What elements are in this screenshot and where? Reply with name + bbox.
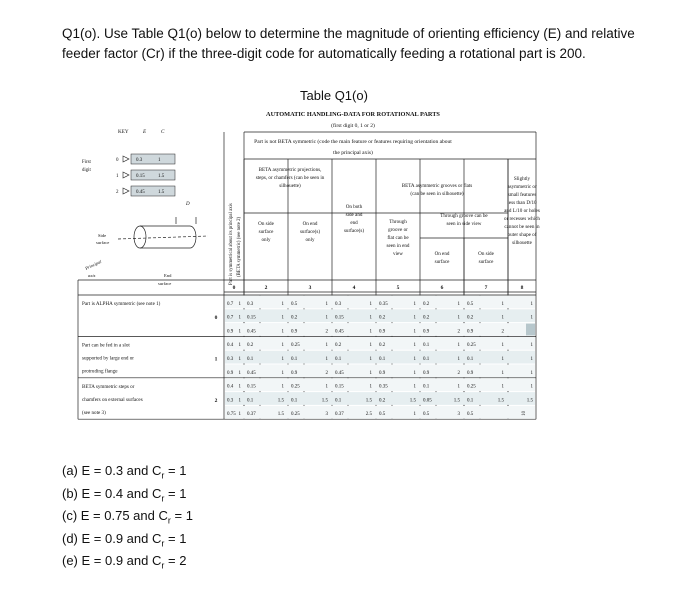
cell-c: 1.5	[365, 398, 372, 404]
cell-e: 0.7	[227, 301, 234, 307]
cell-e: 0.9	[291, 370, 298, 376]
cell-e: 0.1	[467, 357, 474, 362]
cell-e: 0.9	[379, 370, 386, 376]
col-header-8: Slightly asymmetric or small features less than D/10 and L/10 or holes or recesses which cannot be seen in outer shape of silhouette	[504, 176, 540, 246]
sketch-side-label-2: surface	[96, 240, 110, 245]
cell-c: 1	[501, 370, 504, 376]
col-number-0: 0	[232, 285, 236, 291]
cell-c: 1	[325, 315, 328, 321]
key-e-value: 0.3	[136, 158, 143, 163]
cell-e: 0.9	[467, 329, 474, 335]
col-number-4: 4	[352, 285, 356, 291]
cell-c: 1	[369, 343, 372, 349]
cell-e: 0.2	[335, 343, 342, 349]
cell-e: 0.1	[247, 357, 254, 362]
cell-e: 0.3	[227, 357, 234, 362]
cell-e: 0.3	[247, 301, 254, 307]
cell-e: 0.1	[423, 357, 430, 362]
cell-c: 1	[325, 384, 328, 390]
key-label: KEY	[118, 129, 129, 135]
triangle-icon	[123, 188, 129, 194]
cell-e: 0.25	[291, 384, 300, 390]
highlight-cell	[526, 324, 535, 336]
cell-e: 0.9	[227, 329, 234, 335]
key-e-label: E	[143, 129, 147, 135]
cell-e: 0.37	[335, 412, 344, 418]
answer-subscript: r	[161, 560, 165, 571]
answer-suffix: = 2	[164, 553, 187, 569]
row-label-2: BETA symmetric steps or chamfers on external surfaces (see note 3)	[82, 383, 143, 416]
cell-c: 1	[413, 384, 416, 390]
cell-e: 0.1	[467, 398, 474, 404]
answer-option[interactable]	[62, 552, 193, 575]
cell-c: 1	[413, 329, 416, 335]
cell-c: 1	[369, 301, 372, 307]
cell-e: 0.9	[379, 329, 386, 335]
cell-c: 1.5	[497, 398, 504, 404]
cell-e: 0.45	[335, 370, 344, 376]
col-number-8: 8	[520, 285, 524, 291]
answer-option[interactable]	[62, 485, 193, 508]
cell-c: 1	[238, 329, 241, 335]
key-c-label: C	[161, 129, 165, 135]
answer-subscript: r	[161, 470, 165, 481]
cell-e: 0.1	[335, 357, 342, 362]
cell-c: 2.5	[365, 412, 372, 418]
cell-e: 0.9	[423, 370, 430, 376]
col-number-2: 2	[264, 285, 268, 291]
cell-e: 0.2	[291, 315, 298, 321]
header-main-line1: Part is not BETA symmetric (code the main feature or features requiring orientation about	[254, 139, 452, 145]
cell-c: 3	[325, 412, 328, 418]
cell-e: 0.2	[379, 315, 386, 321]
col-number-3: 3	[308, 285, 312, 291]
cell-c: 1	[413, 412, 416, 418]
cell-c: 2	[457, 329, 460, 335]
header-main-line2: the principal axis)	[333, 150, 373, 156]
cell-c: 1	[413, 370, 416, 376]
first-digit-label-2: digit	[82, 168, 91, 173]
cell-e: 0.2	[423, 315, 430, 321]
cell-c: 1	[369, 357, 372, 362]
triangle-icon	[123, 172, 129, 178]
header-left-vertical-line2: (BETA symmetric) (see note 2)	[237, 216, 242, 277]
answer-prefix: (e) E = 0.9 and C	[62, 553, 162, 569]
sketch-side-label: Side	[98, 233, 107, 238]
group-b-header	[402, 182, 473, 197]
cell-c: 1	[457, 357, 460, 362]
cell-c: 1.5	[453, 398, 460, 404]
col-number-7: 7	[484, 285, 488, 291]
cell-e: 0.5	[467, 412, 474, 418]
cell-c: 1	[281, 329, 284, 335]
cell-c: 1	[238, 357, 241, 362]
key-digit-0: 0	[116, 158, 119, 163]
cell-e: 0.45	[247, 370, 256, 376]
sketch-axis-label-2: axis	[88, 273, 96, 278]
cell-e: 0.2	[423, 301, 430, 307]
cell-c: 1	[325, 343, 328, 349]
cell-e: 0.7	[227, 315, 234, 321]
answer-option[interactable]	[62, 462, 193, 485]
answer-prefix: (b) E = 0.4 and C	[62, 485, 162, 501]
cell-c: 2	[325, 370, 328, 376]
cell-e: 0.15	[335, 315, 344, 321]
cell-c: 1	[457, 301, 460, 307]
key-c-value: 1	[158, 158, 161, 163]
cell-e: 0.9	[423, 329, 430, 335]
col-header-1: On side surface only	[258, 221, 274, 243]
cell-c: 2	[501, 329, 504, 335]
cell-e: 0.1	[291, 357, 298, 362]
row-label-0: Part is ALPHA symmetric (see note 1)	[82, 301, 161, 307]
cell-c: 1	[457, 384, 460, 390]
cell-e: 0.2	[467, 315, 474, 321]
row-label-1: Part can be fed in a slot supported by large end or protruding flange	[82, 342, 134, 375]
cell-c: 1	[457, 343, 460, 349]
cell-e: 0.2	[379, 343, 386, 349]
cell-c: 1	[281, 315, 284, 321]
cell-c: 1	[369, 315, 372, 321]
cell-c: 1	[413, 357, 416, 362]
last-col-c: 1	[530, 357, 533, 362]
cell-c: 1	[501, 343, 504, 349]
key-digit-2: 2	[116, 190, 119, 195]
last-col-c: 1	[530, 315, 533, 321]
answer-suffix: = 1	[164, 485, 187, 501]
cell-c: 1	[457, 315, 460, 321]
answer-prefix: (d) E = 0.9 and C	[62, 530, 162, 546]
key-c-value: 1.5	[158, 190, 165, 195]
cell-c: 1	[238, 370, 241, 376]
table-title: AUTOMATIC HANDLING-DATA FOR ROTATIONAL PARTS	[266, 111, 440, 118]
cell-e: 0.05	[423, 398, 432, 404]
cell-e: 0.1	[379, 357, 386, 362]
cell-e: 0.1	[335, 398, 342, 404]
cell-e: 0.5	[379, 412, 386, 418]
cell-e: 0.5	[291, 301, 298, 307]
group-a-text: BETA asymmetric projections, steps, or chamfers (can be seen in silhouette)	[255, 167, 325, 189]
answer-suffix: = 1	[164, 530, 187, 546]
cell-c: 2	[457, 370, 460, 376]
cell-c: 1	[281, 301, 284, 307]
col-header-7: On side surface	[478, 251, 494, 265]
cell-e: 0.35	[379, 301, 388, 307]
last-col-c: 1	[530, 343, 533, 349]
cell-e: 0.1	[247, 398, 254, 404]
col-number-6: 6	[440, 285, 444, 291]
cell-c: 1	[281, 370, 284, 376]
question-text: Q1(o). Use Table Q1(o) below to determine the magnitude of orienting efficiency (E) and relative feeder factor (Cr) if the three-digit code for automatically feeding a rotational part is 200.	[62, 26, 635, 61]
row-digit-1: 1	[214, 356, 218, 363]
cell-e: 0.35	[379, 384, 388, 390]
cell-c: 1	[413, 301, 416, 307]
key-e-value: 0.15	[136, 174, 145, 179]
cell-c: 1	[238, 315, 241, 321]
cell-c: 3	[457, 412, 460, 418]
first-digit-label: First	[82, 160, 91, 165]
cell-c: 1	[238, 384, 241, 390]
cell-c: 1	[325, 357, 328, 362]
key-c-value: 1.5	[158, 174, 165, 179]
table-graphic	[78, 105, 540, 419]
key-digit-1: 1	[116, 174, 119, 179]
header-left-vertical-line1: Part is symmetrical about its principal axis	[229, 203, 234, 285]
cell-e: 0.5	[423, 412, 430, 418]
sketch-d-label: D	[186, 202, 190, 207]
cell-c: 1	[238, 343, 241, 349]
answer-subscript: r	[161, 493, 165, 504]
cell-e: 0.1	[423, 343, 430, 349]
cell-c: 2	[325, 329, 328, 335]
cell-c: 1	[501, 315, 504, 321]
answer-prefix: (a) E = 0.3 and C	[62, 463, 162, 478]
cell-c: 1	[281, 343, 284, 349]
answer-subscript: r	[167, 515, 171, 526]
cell-e: 0.9	[227, 370, 234, 376]
cell-e: 0.75	[227, 412, 236, 418]
cell-c: 1	[238, 301, 241, 307]
cell-e: 0.45	[247, 329, 256, 335]
last-col-c: 1	[530, 384, 533, 390]
cell-e: 0.3	[227, 398, 234, 404]
table-caption: Table Q1(o)	[300, 88, 368, 103]
group-a-header	[256, 167, 325, 189]
last-col-mark: 10	[522, 410, 527, 416]
cell-c: 1	[413, 315, 416, 321]
cell-e: 0.3	[335, 301, 342, 307]
cell-e: 0.5	[467, 301, 474, 307]
col-header-4: Through groove or flat can be seen in end view	[386, 219, 410, 257]
cell-e: 0.9	[467, 370, 474, 376]
cell-c: 1.5	[277, 412, 284, 418]
answer-subscript: r	[161, 538, 165, 549]
answer-option[interactable]	[62, 530, 193, 553]
col-header-6: On end surface	[434, 251, 450, 265]
row-digit-0: 0	[214, 315, 218, 321]
cell-e: 0.1	[291, 398, 298, 404]
cell-e: 0.25	[291, 343, 300, 349]
cell-c: 1	[501, 301, 504, 307]
cell-c: 1	[281, 357, 284, 362]
last-col-c: 1.5	[526, 398, 533, 404]
cell-e: 0.25	[291, 412, 300, 418]
answer-options	[62, 462, 193, 575]
cell-c: 1	[369, 329, 372, 335]
sketch-end-label: End	[164, 273, 172, 278]
answer-suffix: = 1	[170, 508, 193, 524]
group-b-text: BETA asymmetric grooves or flats (can be seen in silhouette)	[401, 183, 473, 197]
key-e-value: 0.45	[136, 190, 145, 195]
col-header-2: On end surface(s) only	[299, 221, 321, 243]
col-number-5: 5	[396, 285, 400, 291]
row-digit-2: 2	[214, 397, 218, 404]
cell-e: 0.2	[379, 398, 386, 404]
handling-data-table	[78, 105, 540, 419]
cell-e: 0.2	[247, 343, 254, 349]
cell-e: 0.25	[467, 343, 476, 349]
cell-e: 0.37	[247, 412, 256, 418]
cell-e: 0.25	[467, 384, 476, 390]
answer-suffix: = 1	[164, 463, 187, 478]
triangle-icon	[123, 156, 129, 162]
cell-c: 1.5	[277, 398, 284, 404]
cell-c: 1	[325, 301, 328, 307]
cell-e: 0.9	[291, 329, 298, 335]
cell-c: 1	[238, 412, 241, 418]
last-col-c: 1	[530, 370, 533, 376]
cell-c: 1	[281, 384, 284, 390]
table-subtitle: (first digit 0, 1 or 2)	[331, 123, 375, 129]
sketch-axis-label: Principal	[84, 259, 103, 271]
cell-c: 1	[413, 343, 416, 349]
cell-c: 1	[369, 384, 372, 390]
cell-e: 0.4	[227, 343, 234, 349]
cell-c: 1	[238, 398, 241, 404]
last-col-c: 1	[530, 301, 533, 307]
cell-c: 1	[501, 384, 504, 390]
cell-c: 1	[501, 357, 504, 362]
cylinder-sketch	[118, 217, 208, 248]
cell-e: 0.4	[227, 384, 234, 390]
cell-e: 0.15	[247, 384, 256, 390]
col-header-5: Through groove can be seen in side view	[440, 213, 488, 227]
col-header-3: On both side and end surface(s)	[343, 204, 365, 234]
cell-e: 0.15	[335, 384, 344, 390]
answer-option[interactable]	[62, 507, 193, 530]
sketch-end-label-2: surface	[158, 281, 172, 286]
cell-c: 1.5	[321, 398, 328, 404]
cell-e: 0.45	[335, 329, 344, 335]
cell-c: 1.5	[409, 398, 416, 404]
cell-c: 1	[369, 370, 372, 376]
cell-e: 0.15	[247, 315, 256, 321]
answer-prefix: (c) E = 0.75 and C	[62, 508, 168, 524]
cell-e: 0.1	[423, 384, 430, 390]
